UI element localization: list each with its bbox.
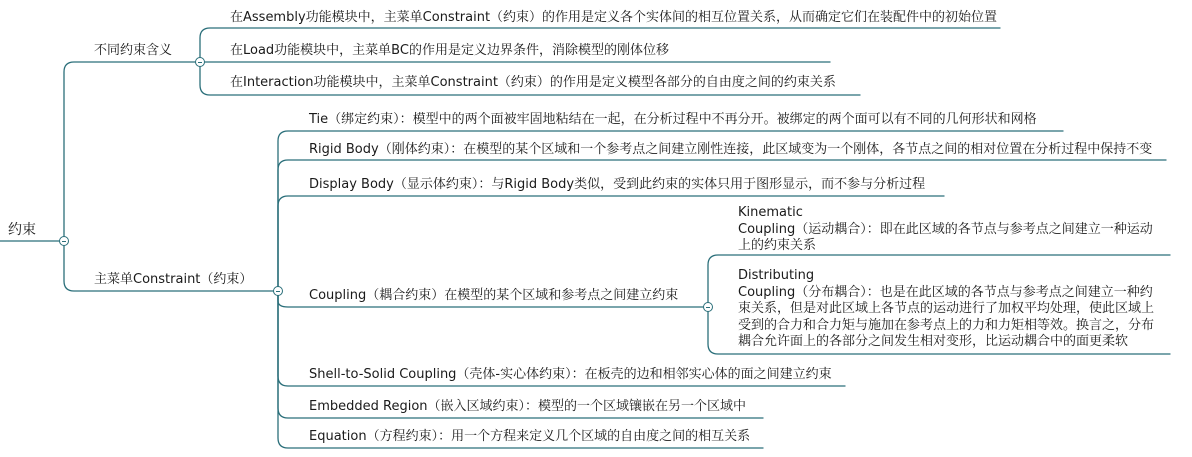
constraint-display-body[interactable]: Display Body（显示体约束）：与Rigid Body类似，受到此约束的实体只用于图形显示，而不参与分析过程 [309,177,926,192]
constraint-equation[interactable]: Equation（方程约束）：用一个方程来定义几个区域的自由度之间的相互关系 [309,429,751,444]
constraint-shell-to-solid[interactable]: Shell-to-Solid Coupling（壳体-实心体约束）：在板壳的边和相邻实心体的面之间建立约束 [309,367,832,382]
group2-label[interactable]: 主菜单Constraint（约束） [94,272,253,287]
group1-item-interaction[interactable]: 在Interaction功能模块中，主菜单Constraint（约束）的作用是定义模型各部分的自由度之间的约束关系 [230,75,836,90]
kinematic-line-2: Coupling（运动耦合）：即在此区域的各节点与参考点之间建立一种运动 [738,221,1153,237]
collapse-button-group2[interactable] [273,286,283,296]
distributing-line-5: 耦合允许面上的各部分之间发生相对变形，比运动耦合中的面更柔软 [738,334,1129,349]
kinematic-line-3: 上的约束关系 [738,238,817,253]
collapse-button-root[interactable] [59,236,69,246]
connector-root-to-group1 [64,62,200,241]
group1-item-assembly[interactable]: 在Assembly功能模块中，主菜单Constraint（约束）的作用是定义各个实体间的相互位置关系，从而确定它们在装配件中的初始位置 [230,10,998,25]
coupling-kinematic[interactable] [738,205,1168,255]
group1-label[interactable]: 不同约束含义 [94,43,173,58]
distributing-line-4: 受到的合力和合力矩与施加在参考点上的力和力矩相等效。换言之，分布 [738,317,1155,333]
root-node-label[interactable]: 约束 [8,222,36,238]
collapse-button-coupling[interactable] [703,302,713,312]
distributing-line-2: Coupling（分布耦合）：也是在此区域的各节点与参考点之间建立一种约 [738,284,1153,300]
distributing-line-3: 束关系，但是对此区域上各节点的运动进行了加权平均处理，使此区域上 [738,301,1155,316]
group1-item-load[interactable]: 在Load功能模块中，主菜单BC的作用是定义边界条件，消除模型的刚体位移 [230,43,669,58]
constraint-tie[interactable]: Tie（绑定约束）：模型中的两个面被牢固地粘结在一起，在分析过程中不再分开。被绑定的两个面可以有不同的几何形状和网格 [309,112,1037,127]
kinematic-line-1: Kinematic [738,205,803,220]
constraint-rigid-body[interactable]: Rigid Body（刚体约束）：在模型的某个区域和一个参考点之间建立刚性连接，此区域变为一个刚体，各节点之间的相对位置在分析过程中保持不变 [309,142,1153,157]
constraint-embedded-region[interactable]: Embedded Region（嵌入区域约束）：模型的一个区域镶嵌在另一个区域中 [309,399,747,414]
coupling-distributing[interactable] [738,268,1168,351]
collapse-button-group1[interactable] [195,57,205,67]
constraint-coupling[interactable]: Coupling（耦合约束）在模型的某个区域和参考点之间建立约束 [309,288,679,303]
distributing-line-1: Distributing [738,268,815,283]
